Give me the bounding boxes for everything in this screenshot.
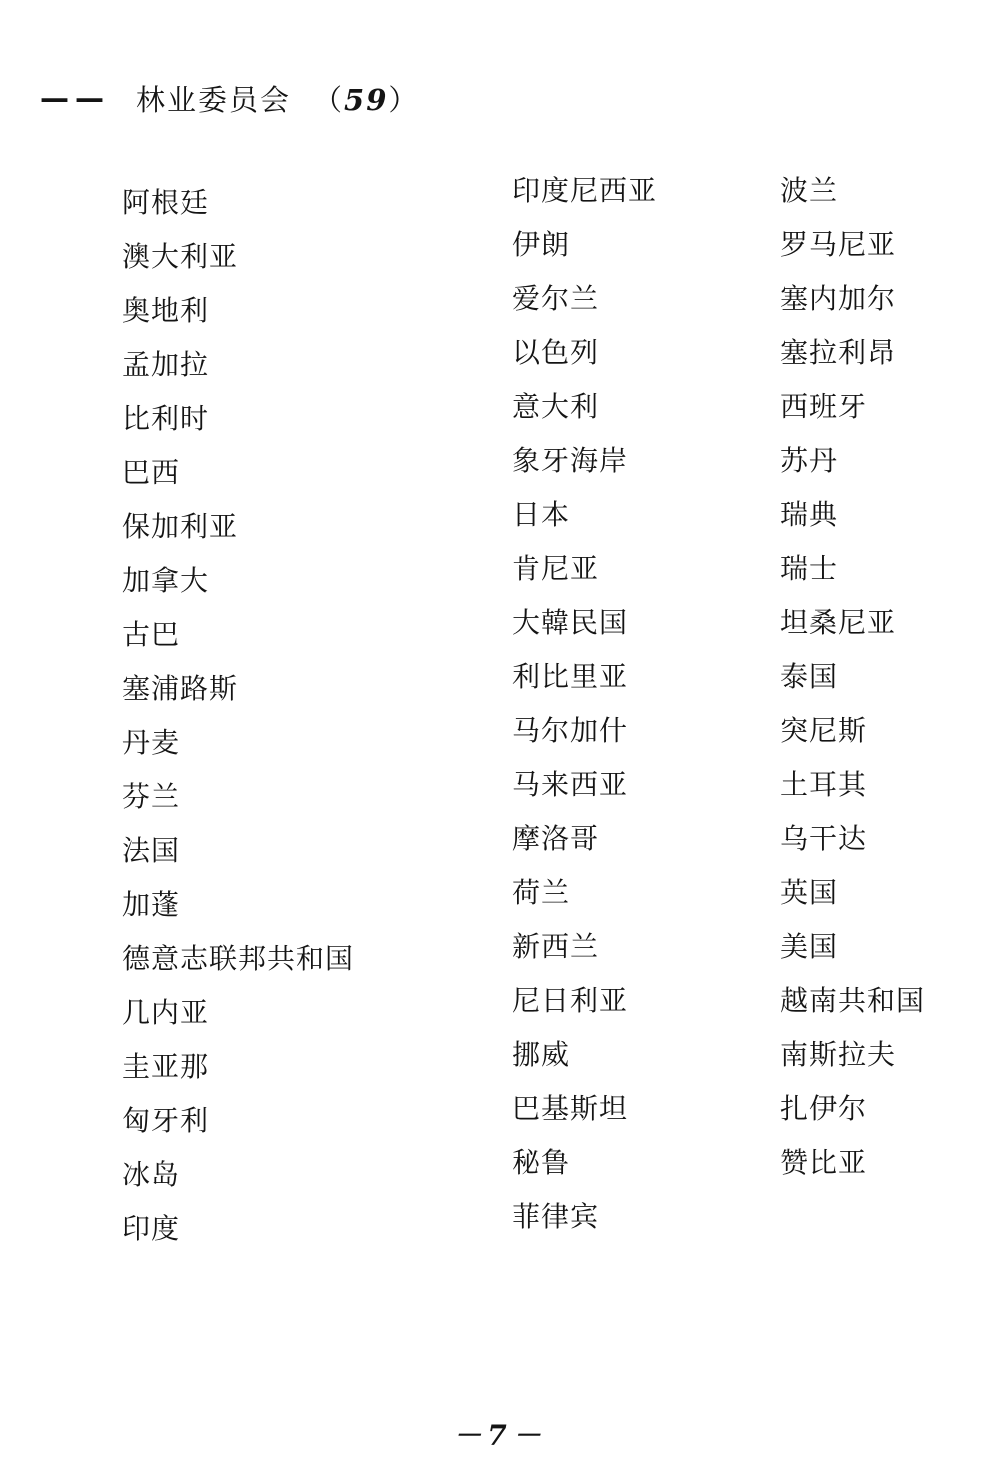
country-item: 泰国: [780, 660, 839, 693]
country-item: 苏丹: [780, 444, 839, 477]
country-item: 马来西亚: [512, 768, 629, 801]
country-item: 印度尼西亚: [512, 174, 658, 207]
country-item: 南斯拉夫: [780, 1038, 897, 1071]
country-item: 以色列: [512, 336, 600, 369]
country-item: 伊朗: [512, 228, 571, 261]
country-item: 扎伊尔: [780, 1092, 868, 1125]
country-item: 古巴: [122, 618, 181, 651]
country-item: 澳大利亚: [122, 240, 239, 273]
country-column-2: [512, 164, 657, 1244]
country-column-1: [122, 176, 354, 1256]
country-item: 法国: [122, 834, 181, 867]
country-item: 西班牙: [780, 390, 868, 423]
country-item: 坦桑尼亚: [780, 606, 897, 639]
country-item: 土耳其: [780, 768, 868, 801]
country-item: 马尔加什: [512, 714, 629, 747]
country-item: 突尼斯: [780, 714, 868, 747]
country-item: 挪威: [512, 1038, 571, 1071]
section-heading: [40, 74, 419, 122]
country-item: 美国: [780, 930, 839, 963]
page-number: －7－: [453, 1419, 547, 1452]
country-item: 比利时: [122, 402, 210, 435]
country-item: 孟加拉: [122, 348, 210, 381]
committee-title: 林业委员会: [136, 82, 292, 117]
country-item: 奥地利: [122, 294, 210, 327]
country-item: 菲律宾: [512, 1200, 600, 1233]
country-item: 荷兰: [512, 876, 571, 909]
country-item: 利比里亚: [512, 660, 629, 693]
country-item: 乌干达: [780, 822, 868, 855]
country-item: 赞比亚: [780, 1146, 868, 1179]
country-item: 意大利: [512, 390, 600, 423]
country-item: 几内亚: [122, 996, 210, 1029]
member-count: （59）: [313, 82, 420, 117]
country-item: 波兰: [780, 174, 839, 207]
country-item: 尼日利亚: [512, 984, 629, 1017]
member-count-number: 59: [344, 82, 389, 117]
country-item: 加拿大: [122, 564, 210, 597]
country-item: 丹麦: [122, 726, 181, 759]
country-item: 瑞士: [780, 552, 839, 585]
country-item: 加蓬: [122, 888, 181, 921]
country-item: 爱尔兰: [512, 282, 600, 315]
country-item: 圭亚那: [122, 1050, 210, 1083]
country-item: 芬兰: [122, 780, 181, 813]
country-item: 巴西: [122, 456, 181, 489]
country-item: 日本: [512, 498, 571, 531]
country-item: 越南共和国: [780, 984, 926, 1017]
country-item: 冰岛: [122, 1158, 181, 1191]
country-item: 瑞典: [780, 498, 839, 531]
country-item: 肯尼亚: [512, 552, 600, 585]
country-item: 秘鲁: [512, 1146, 571, 1179]
country-item: 阿根廷: [122, 186, 210, 219]
country-item: 象牙海岸: [512, 444, 629, 477]
country-item: 罗马尼亚: [780, 228, 897, 261]
country-item: 印度: [122, 1212, 181, 1245]
heading-dash: ——: [40, 81, 110, 115]
country-item: 大韓民国: [512, 606, 629, 639]
country-item: 巴基斯坦: [512, 1092, 629, 1125]
country-item: 匈牙利: [122, 1104, 210, 1137]
country-item: 德意志联邦共和国: [122, 942, 355, 975]
country-item: 塞内加尔: [780, 282, 897, 315]
country-item: 英国: [780, 876, 839, 909]
country-item: 塞拉利昂: [780, 336, 897, 369]
country-item: 保加利亚: [122, 510, 239, 543]
country-item: 塞浦路斯: [122, 672, 239, 705]
country-column-3: [780, 164, 925, 1190]
country-item: 新西兰: [512, 930, 600, 963]
country-item: 摩洛哥: [512, 822, 600, 855]
